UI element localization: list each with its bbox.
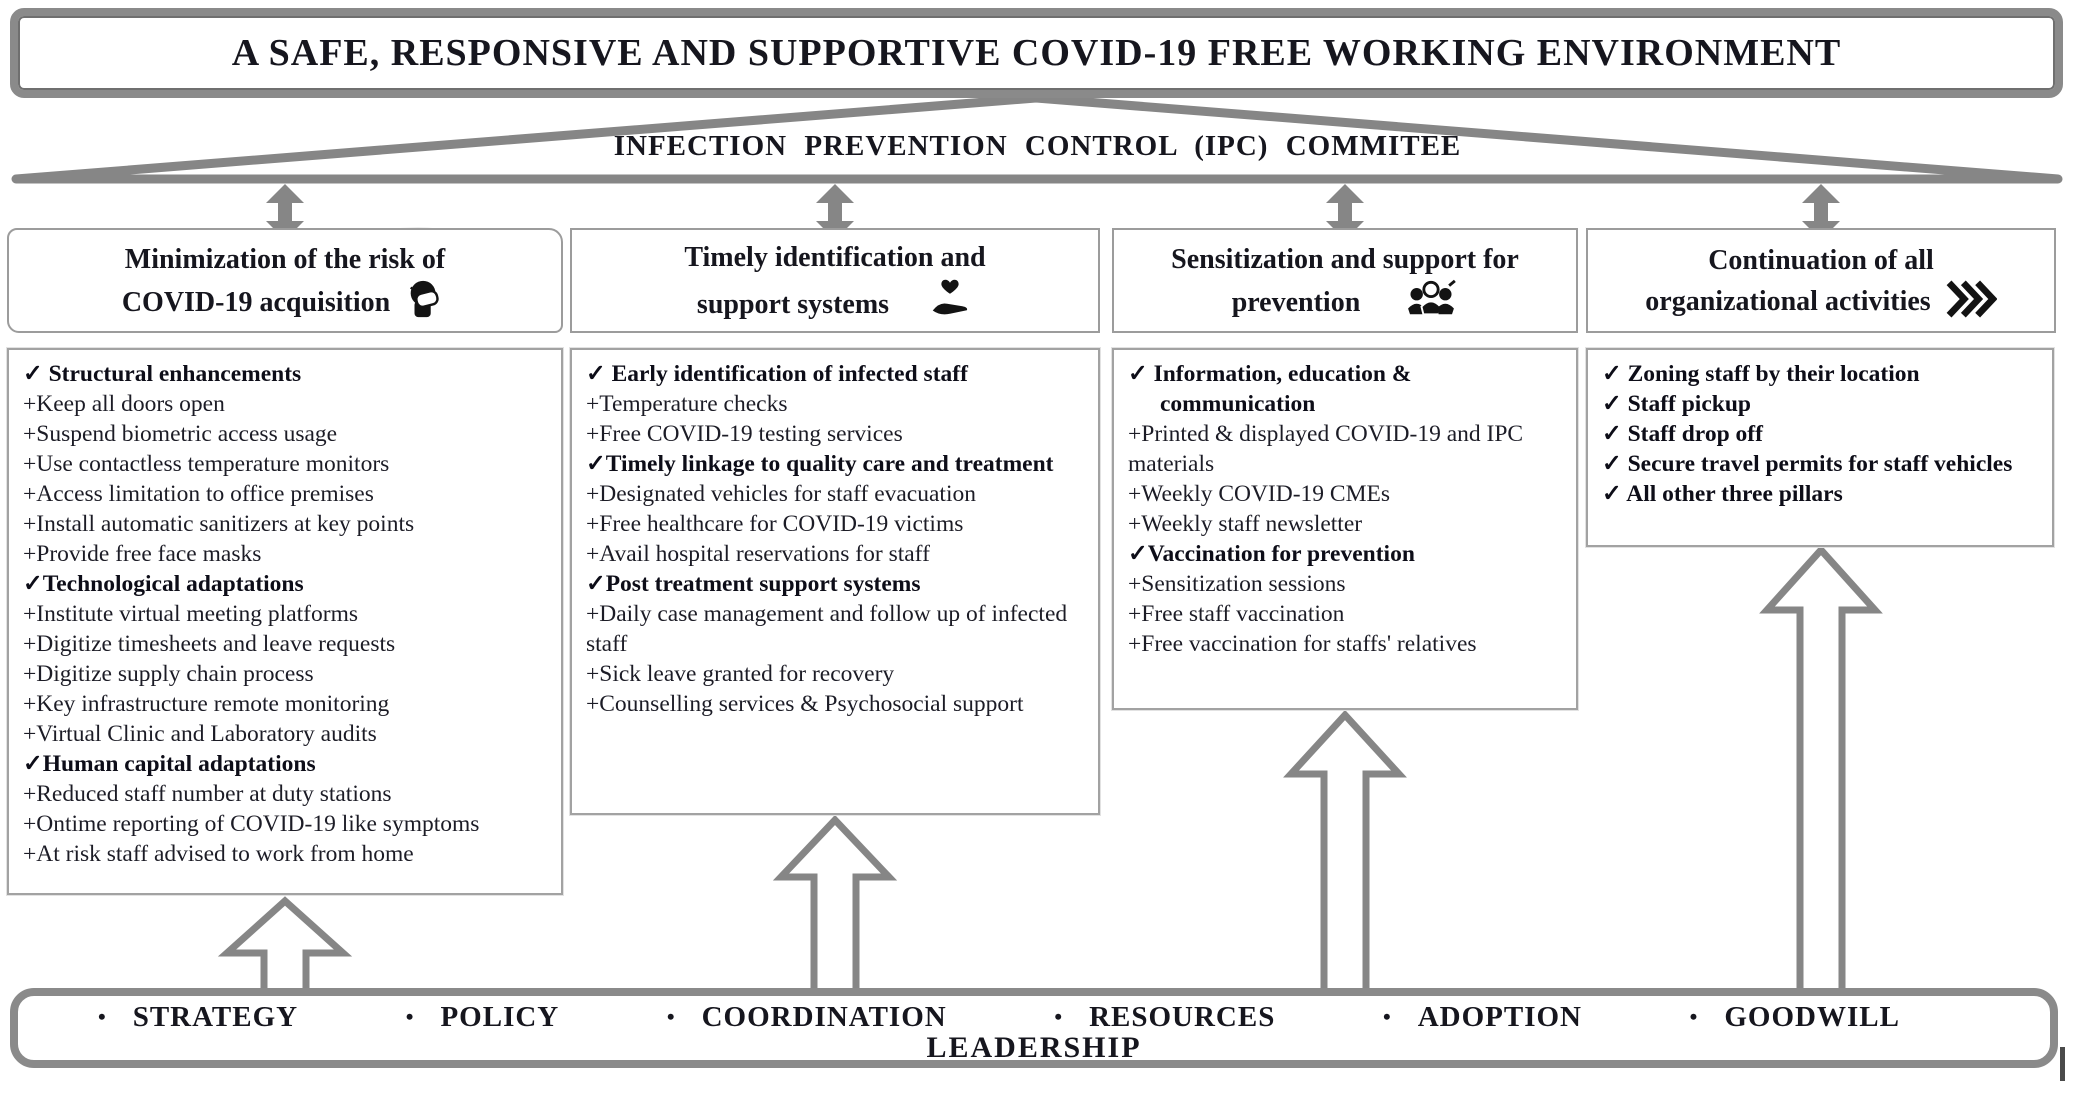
- leadership-item: • GOODWILL: [1689, 1001, 1900, 1033]
- goal-banner-title: A SAFE, RESPONSIVE AND SUPPORTIVE COVID-19 FREE WORKING ENVIRONMENT: [231, 32, 1842, 74]
- pillar-list-item: +Avail hospital reservations for staff: [586, 541, 930, 567]
- pillar-list-item: +Counselling services & Psychosocial support: [586, 691, 1024, 717]
- bullet-icon: •: [98, 1004, 107, 1029]
- pillar-list-item: +Digitize supply chain process: [23, 661, 314, 687]
- pillar-list-item: ✓ Information, education & communication: [1128, 361, 1412, 417]
- pillar-list-item: +Install automatic sanitizers at key points: [23, 511, 415, 537]
- pillar-list-item: +Suspend biometric access usage: [23, 421, 338, 447]
- pillar-list-item: +Ontime reporting of COVID-19 like symptoms: [23, 811, 480, 837]
- pillar-header-sensitization: [1112, 228, 1578, 333]
- masked-face-icon: [402, 278, 448, 320]
- pillar-list-item: ✓Post treatment support systems: [586, 571, 921, 597]
- pillar-list-item: ✓Technological adaptations: [23, 571, 304, 597]
- pillar-header-continuation: [1586, 228, 2056, 333]
- pillar-title: Sensitization and support for prevention: [1171, 243, 1519, 318]
- pillar-list-item: +Free healthcare for COVID-19 victims: [586, 511, 964, 537]
- pillar-list-item: +Use contactless temperature monitors: [23, 451, 390, 477]
- pillar-list-minimization: [7, 348, 563, 895]
- leadership-label: LEADERSHIP: [926, 1031, 1142, 1064]
- group-people-icon: [1404, 278, 1458, 320]
- pillar-title: Minimization of the risk of COVID-19 acquisition: [122, 241, 448, 321]
- pillar-list-item: +Keep all doors open: [23, 391, 225, 417]
- leadership-item: • ADOPTION: [1383, 1001, 1582, 1033]
- leadership-bar: [10, 988, 2058, 1068]
- pillar-list-item: ✓Timely linkage to quality care and treatment: [586, 451, 1054, 477]
- pillar-list-item: ✓ Zoning staff by their location: [1602, 361, 1920, 387]
- pillar-list-item: +Weekly staff newsletter: [1128, 511, 1363, 537]
- up-arrow-col3: [1291, 715, 1399, 1000]
- goal-banner: [10, 8, 2063, 98]
- pillar-list-item: ✓ Staff pickup: [1602, 391, 1751, 417]
- pillar-list-item: +Designated vehicles for staff evacuation: [586, 481, 976, 507]
- bullet-icon: •: [1383, 1004, 1392, 1029]
- pillar-list-item: +Provide free face masks: [23, 541, 262, 567]
- pillar-title: Timely identification and support systems: [684, 241, 986, 320]
- pillar-list-item: +Temperature checks: [586, 391, 788, 417]
- pillar-list-item: +At risk staff advised to work from home: [23, 841, 414, 867]
- pillar-list-item: ✓ All other three pillars: [1602, 481, 1843, 507]
- bullet-icon: •: [666, 1004, 676, 1029]
- pillar-list-item: +Reduced staff number at duty stations: [23, 781, 392, 807]
- leadership-item: • RESOURCES: [1054, 1001, 1276, 1033]
- text-cursor-artifact: [2060, 1047, 2065, 1081]
- leadership-item: • POLICY: [405, 1001, 560, 1033]
- pillar-list-item: +Printed & displayed COVID-19 and IPC materials: [1128, 421, 1524, 477]
- pillar-list-sensitization: [1112, 348, 1578, 710]
- leadership-item: • COORDINATION: [666, 1001, 947, 1033]
- pillar-list-item: +Key infrastructure remote monitoring: [23, 691, 390, 717]
- up-arrow-col1: [227, 901, 343, 1000]
- pillar-header-identification: [570, 228, 1100, 333]
- pillar-list-item: ✓ Structural enhancements: [23, 361, 302, 387]
- pillar-list-item: ✓ Secure travel permits for staff vehicles: [1602, 451, 2013, 477]
- triple-chevron-icon: [1943, 279, 1997, 319]
- hand-holding-heart-icon: [927, 276, 973, 322]
- pillar-list-item: +Daily case management and follow up of infected staff: [586, 601, 1068, 657]
- bullet-icon: •: [1054, 1004, 1064, 1029]
- up-arrow-col2: [781, 820, 889, 1000]
- pillar-list-item: +Weekly COVID-19 CMEs: [1128, 481, 1390, 507]
- pillar-list-continuation: [1586, 348, 2054, 547]
- pillar-list-item: +Free vaccination for staffs' relatives: [1128, 631, 1477, 657]
- pillar-title: Continuation of all organizational activities: [1645, 242, 1996, 320]
- pillar-list-item: ✓Human capital adaptations: [23, 751, 316, 777]
- pillar-list-item: ✓ Staff drop off: [1602, 421, 1763, 447]
- pillar-list-item: +Free COVID-19 testing services: [586, 421, 903, 447]
- pillar-list-item: +Sick leave granted for recovery: [586, 661, 895, 687]
- bullet-icon: •: [1689, 1004, 1699, 1029]
- pillar-header-minimization: [7, 228, 563, 333]
- leadership-values-row: [18, 996, 2050, 1034]
- pillar-list-item: +Free staff vaccination: [1128, 601, 1345, 627]
- leadership-item: • STRATEGY: [98, 1001, 299, 1033]
- up-arrow-col4: [1767, 550, 1875, 1000]
- pillar-list-item: +Digitize timesheets and leave requests: [23, 631, 396, 657]
- pillar-list-item: +Access limitation to office premises: [23, 481, 374, 507]
- ipc-committee-label: INFECTION PREVENTION CONTROL (IPC) COMMITEE: [613, 130, 1462, 162]
- pillar-list-item: +Virtual Clinic and Laboratory audits: [23, 721, 377, 747]
- bullet-icon: •: [405, 1004, 415, 1029]
- pillar-list-item: +Sensitization sessions: [1128, 571, 1346, 597]
- pillar-list-identification: [570, 348, 1100, 815]
- pillar-list-item: +Institute virtual meeting platforms: [23, 601, 359, 627]
- pillar-list-item: ✓ Early identification of infected staff: [586, 361, 968, 387]
- pillar-list-item: ✓Vaccination for prevention: [1128, 541, 1415, 567]
